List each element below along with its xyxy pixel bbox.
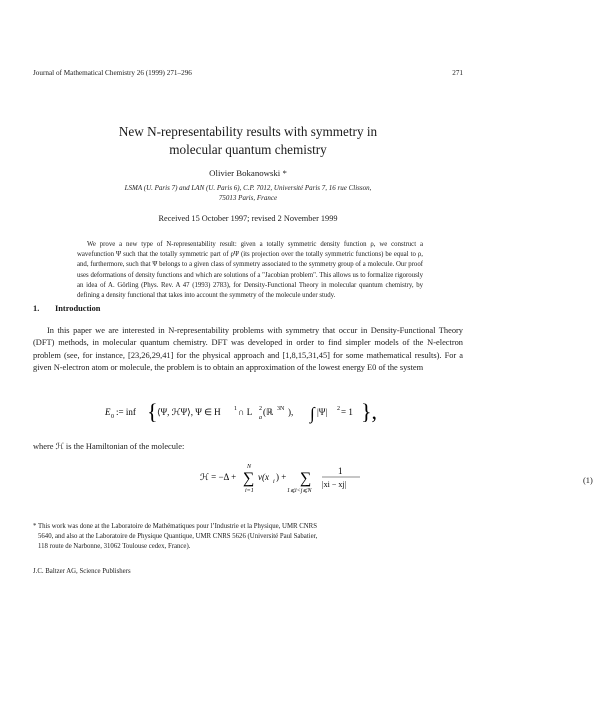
footnote: [33, 522, 463, 551]
energy-equation: [105, 393, 395, 429]
eq-space: (ℝ: [263, 407, 274, 417]
hamiltonian-equation: [200, 458, 593, 498]
eq-inf: := inf: [116, 407, 136, 417]
energy-equation-svg: [105, 393, 395, 429]
title-line-2: molecular quantum chemistry: [169, 142, 327, 157]
author-name: Olivier Bokanowski *: [209, 168, 287, 178]
intro-body: [33, 325, 463, 375]
eq-cap: ∩ L: [238, 407, 253, 417]
eq-l-sub: a: [259, 415, 262, 421]
footnote-line-1: * This work was done at the Laboratoire de Mathématiques pour l’Industrie et la Physique, UMR CNRS: [33, 523, 317, 530]
publisher-line: J.C. Baltzer AG, Science Publishers: [33, 568, 131, 575]
eq-norm: |Ψ|: [317, 407, 328, 417]
footnote-line-2: 5640, and also at the Laboratoire de Physique Quantique, UMR CNRS 5626 (Université Paul Sabatier,: [38, 532, 318, 540]
eq-norm-sup: 2: [337, 406, 340, 412]
section-number: 1.: [33, 304, 40, 313]
affiliation-line-1: LSMA (U. Paris 7) and LAN (U. Paris 6), C.P. 7012, Université Paris 7, 16 rue Clisson,: [124, 184, 372, 192]
footnote-line-3: 118 route de Narbonne, 31062 Toulouse cedex, France).: [38, 542, 191, 550]
sum2-lower-limit: 1⩽i<j⩽N: [287, 488, 312, 494]
eq-potential-term: v(x: [258, 472, 269, 482]
eq-dim-sup: 3N: [277, 406, 285, 412]
abstract: [77, 240, 423, 301]
fraction-numerator: 1: [338, 466, 343, 476]
hamiltonian-equation-svg: [200, 458, 470, 498]
page-number: 271: [452, 69, 463, 77]
eq-potential-sub: i: [273, 479, 275, 485]
integral-symbol: ∫: [310, 404, 315, 423]
sum2-symbol: ∑: [300, 470, 312, 487]
eq-h-sup: 1: [234, 406, 237, 412]
abstract-text: We prove a new type of N-representability result: given a totally symmetric density function ρ, we construct a wavefunction Ψ such that the totally symmetric part of ρΨ (its projection over the totally symmetric functions) be equal to ρ, and, furthermore, such that Ψ belongs to a given class of symmetry associated to the symmetry group of a molecule. Our proof uses deformations of density functions and which are solutions of a "Jacobian problem". This allows us to formalize rigorously an idea of A. Görling (Phys. Rev. A 47 (1993) 2783), for Density-Functional Theory in molecular quantum chemistry, by defining a density functional that takes into account the symmetry of the molecule under study.: [77, 241, 423, 300]
section-title: Introduction: [55, 304, 101, 313]
eq-brace-open: {: [147, 399, 158, 424]
intro-paragraph: In this paper we are interested in N-representability problems with symmetry that occur in Density-Functional Theory (DFT) methods, in molecular quantum chemistry. DFT was developed in order to find simpler models of the N-electron problem (see, for instance, [23,26,29,41] for the physical approach and [1,8,15,31,45] for some mathematical results). For a given N-electron atom or molecule, the problem is to obtain an approximation of the lowest energy E0 of the system: [33, 326, 463, 373]
eq-inner-product: ⟨Ψ, ℋΨ⟩, Ψ ∈ H: [157, 407, 221, 417]
eq-potential-close: ) +: [276, 472, 287, 482]
fraction-denominator: |xi − xj|: [322, 480, 347, 489]
eq-close: ),: [288, 407, 294, 417]
eq-e-symbol: E: [105, 407, 111, 417]
affiliation-line-2: 75013 Paris, France: [218, 194, 278, 202]
eq-hamiltonian-lhs: ℋ = −Δ +: [200, 472, 237, 482]
where-text: where ℋ is the Hamiltonian of the molecule:: [33, 442, 185, 451]
eq-l-sup: 2: [259, 406, 262, 412]
sum1-lower-limit: i=1: [245, 488, 254, 494]
eq-equals-one: = 1: [341, 407, 353, 417]
paper-title: [40, 123, 456, 159]
sum1-upper-limit: N: [247, 464, 252, 470]
section-heading: [33, 304, 100, 313]
running-head: [33, 69, 463, 81]
journal-citation: Journal of Mathematical Chemistry 26 (1999) 271–296: [33, 69, 192, 77]
equation-number: (1): [583, 476, 593, 485]
eq-e-sub: 0: [111, 414, 114, 420]
affiliation: [48, 183, 448, 203]
received-dates: Received 15 October 1997; revised 2 November 1999: [158, 214, 338, 223]
eq-brace-close: },: [361, 399, 378, 424]
sum1-symbol: ∑: [243, 470, 255, 487]
title-line-1: New N-representability results with symmetry in: [118, 124, 378, 139]
